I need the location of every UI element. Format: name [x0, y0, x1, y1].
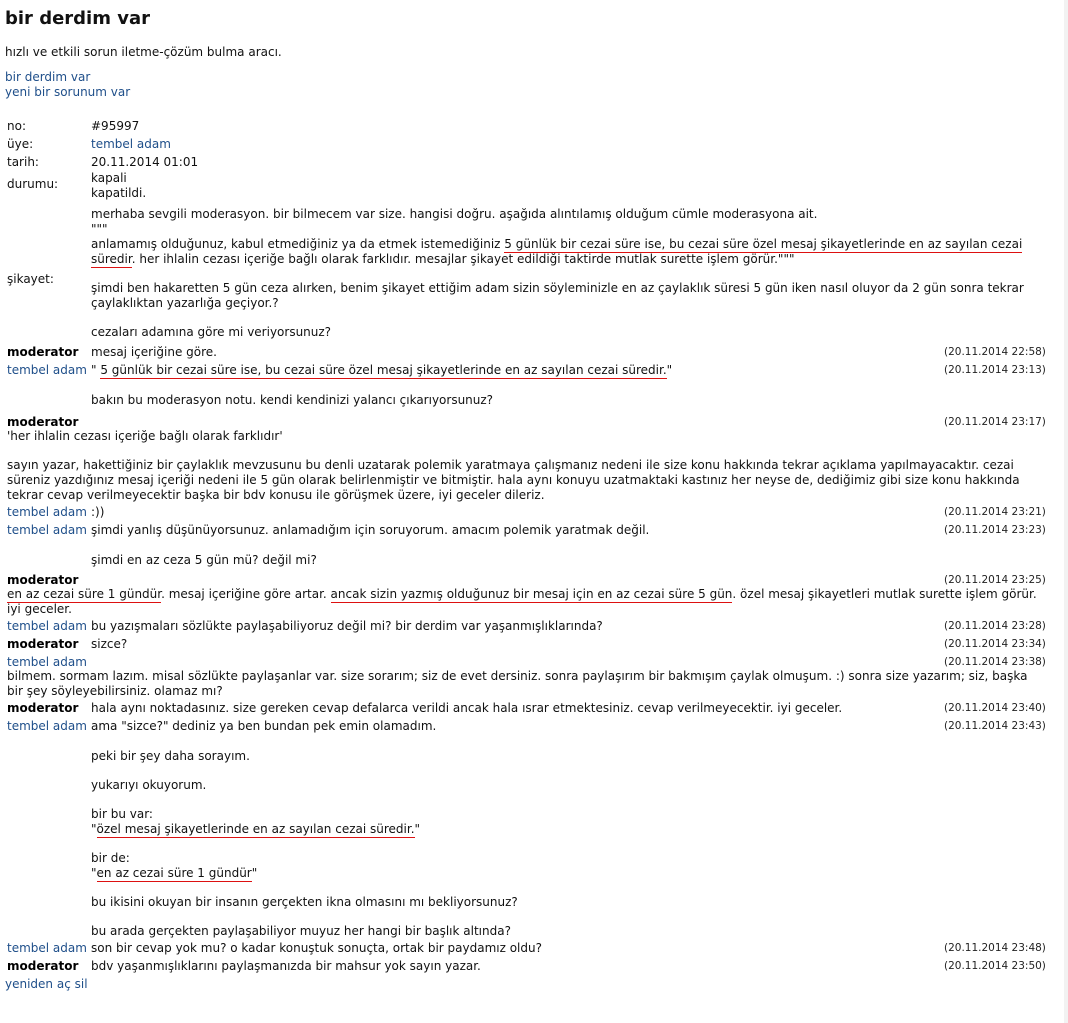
author-moderator: moderator — [7, 573, 79, 587]
author-link[interactable]: tembel adam — [7, 505, 87, 519]
status-value: kapali — [91, 171, 127, 185]
message-date: (20.11.2014 23:23) — [944, 524, 1046, 536]
underlined-quote: özel mesaj şikayetlerinde en az sayılan cezai süredir. — [96, 822, 415, 836]
status-note: kapatildi. — [91, 186, 147, 200]
ticket-meta — [0, 117, 1064, 340]
message-quote: "özel mesaj şikayetlerinde en az sayılan cezai süredir." — [91, 822, 421, 836]
complaint-p1: merhaba sevgili moderasyon. bir bilmecem var size. hangisi doğru. aşağıda alıntılamış olduğum cümle moderasyona ait. — [91, 207, 818, 221]
author-link[interactable]: tembel adam — [7, 941, 87, 955]
message-date: (20.11.2014 23:34) — [944, 638, 1046, 650]
message-date: (20.11.2014 23:48) — [944, 942, 1046, 954]
message — [0, 653, 1064, 699]
underlined-quote: 5 günlük bir cezai süre ise, bu cezai süre özel mesaj şikayetlerinde en az sayılan cezai süredir — [91, 237, 1023, 266]
message — [0, 939, 1064, 957]
message-date: (20.11.2014 23:40) — [944, 702, 1046, 714]
author-link[interactable]: tembel adam — [7, 619, 87, 633]
message — [0, 413, 1064, 503]
message — [0, 957, 1064, 975]
nav-links — [5, 70, 1064, 100]
uye-label: üye: — [7, 137, 34, 151]
message-date: (20.11.2014 23:13) — [944, 364, 1046, 376]
message-text: bilmem. sormam lazım. misal sözlükte paylaşanlar var. size sorarım; siz de evet dersiniz. sonra paylaşırım bir bakmışım çaylak olmuşum. :) sonra size yazarım; siz, başka bir şey söyleyebilirsiniz. olamaz mı? — [7, 669, 1028, 698]
message-text: sayın yazar, hakettiğiniz bir çaylaklık mevzusunu bu denli uzatarak polemik yaratmaya çalışmanız nedeni ile size konu hakkında tekrar açıklama yapılmayacaktır. cezai süreniz yazdığınız mesaj içeriği nedeni ile 5 gün olarak belirlenmiştir ve bitmiştir. hala aynı konuyu uzatmaktaki kastınız her neyse de, dediğimiz gibi size konu hakkında tekrar cevap verilmeyecektir başka bir bdv konusu ile görüşmek üzere, iyi geceler dileriz. — [7, 458, 1020, 502]
message — [0, 617, 1064, 635]
message-paragraph: bakın bu moderasyon notu. kendi kendinizi yalancı çıkarıyorsunuz? — [91, 393, 494, 407]
message-text: en az cezai süre 1 gündür. mesaj içeriğine göre artar. ancak sizin yazmış olduğunuz bir mesaj için en az cezai süre 5 gün. özel mesaj şikayetleri mutlak surette işlem görür. iyi geceler. — [7, 587, 1037, 616]
author-link[interactable]: tembel adam — [7, 363, 87, 377]
message-paragraph: yukarıyı okuyorum. — [91, 778, 207, 792]
message-paragraph: bu ikisini okuyan bir insanın gerçekten ikna olmasını mı bekliyorsunuz? — [91, 895, 518, 909]
page-title: bir derdim var — [5, 8, 151, 29]
nav-link-yeni-sorun[interactable]: yeni bir sorunum var — [5, 85, 131, 99]
message-text: mesaj içeriğine göre. — [91, 345, 217, 359]
message-text: :)) — [91, 505, 105, 519]
no-label: no: — [7, 119, 26, 133]
message-date: (20.11.2014 23:43) — [944, 720, 1046, 732]
ticket-number: #95997 — [91, 119, 140, 133]
complaint — [0, 207, 1064, 340]
complaint-p5: cezaları adamına göre mi veriyorsunuz? — [91, 325, 332, 339]
underlined-quote: 5 günlük bir cezai süre ise, bu cezai süre özel mesaj şikayetlerinde en az sayılan cezai süredir. — [100, 363, 667, 377]
message-text: hala aynı noktadasınız. size gereken cevap defalarca verildi ancak hala ısrar etmektesiniz. cevap verilmeyecektir. iyi geceler. — [91, 701, 843, 715]
tagline: hızlı ve etkili sorun iletme-çözüm bulma aracı. — [5, 45, 282, 59]
message-quote: "en az cezai süre 1 gündür" — [91, 866, 258, 880]
message-text: şimdi yanlış düşünüyorsunuz. anlamadığım için soruyorum. amacım polemik yaratmak değil. — [91, 523, 650, 537]
message-paragraph: şimdi en az ceza 5 gün mü? değil mi? — [91, 553, 317, 567]
complaint-p3: anlamamış olduğunuz, kabul etmediğiniz ya da etmek istemediğiniz 5 günlük bir cezai süre ise, bu cezai süre özel mesaj şikayetlerinde en az sayılan cezai süredir. her ihlalin cezası içeriğe bağlı olarak farklıdır. mesajlar şikayet edildiği taktirde mutlak surette işlem görür.""" — [91, 237, 1023, 266]
author-moderator: moderator — [7, 415, 79, 429]
underlined-quote: en az cezai süre 1 gündür — [96, 866, 252, 880]
message-text: bdv yaşanmışlıklarını paylaşmanızda bir mahsur yok sayın yazar. — [91, 959, 481, 973]
message — [0, 699, 1064, 717]
member-link[interactable]: tembel adam — [91, 137, 171, 151]
nav-link-bir-derdim-var[interactable]: bir derdim var — [5, 70, 91, 84]
message-text: bu yazışmaları sözlükte paylaşabiliyoruz değil mi? bir derdim var yaşanmışlıklarında? — [91, 619, 603, 633]
message-date: (20.11.2014 23:38) — [944, 656, 1046, 668]
message-date: (20.11.2014 23:50) — [944, 960, 1046, 972]
delete-link[interactable]: sil — [74, 977, 88, 991]
ticket-date: 20.11.2014 01:01 — [91, 155, 199, 169]
author-moderator: moderator — [7, 959, 79, 973]
message-date: (20.11.2014 23:28) — [944, 620, 1046, 632]
tarih-label: tarih: — [7, 155, 39, 169]
message-text: sizce? — [91, 637, 128, 651]
message-date: (20.11.2014 22:58) — [944, 346, 1046, 358]
complaint-p2: """ — [91, 222, 108, 236]
message-text: " 5 günlük bir cezai süre ise, bu cezai süre özel mesaj şikayetlerinde en az sayılan cezai süredir." — [91, 363, 673, 377]
message-paragraph: peki bir şey daha sorayım. — [91, 749, 250, 763]
author-link[interactable]: tembel adam — [7, 655, 87, 669]
message — [0, 635, 1064, 653]
message-thread — [0, 343, 1064, 975]
message-date: (20.11.2014 23:21) — [944, 506, 1046, 518]
underlined-quote: en az cezai süre 1 gündür — [7, 587, 162, 601]
message — [0, 521, 1064, 568]
author-link[interactable]: tembel adam — [7, 719, 87, 733]
message-quote: 'her ihlalin cezası içeriğe bağlı olarak farklıdır' — [7, 429, 283, 443]
message — [0, 503, 1064, 521]
message-date: (20.11.2014 23:17) — [944, 416, 1046, 428]
complaint-p4: şimdi ben hakaretten 5 gün ceza alırken, benim şikayet ettiğim adam sizin söyleminizle en az çaylaklık süresi 5 gün iken nasıl oluyor da 2 gün sonra tekrar çaylaklıktan yazarlığa geçiyor.? — [91, 281, 1024, 310]
underlined-quote: ancak sizin yazmış olduğunuz bir mesaj için en az cezai süre 5 gün — [330, 587, 733, 601]
author-moderator: moderator — [7, 637, 79, 651]
message — [0, 361, 1064, 408]
message-date: (20.11.2014 23:25) — [944, 574, 1046, 586]
author-moderator: moderator — [7, 701, 79, 715]
sikayet-label: şikayet: — [7, 272, 54, 286]
message — [0, 717, 1064, 939]
message — [0, 343, 1064, 361]
author-moderator: moderator — [7, 345, 79, 359]
reopen-link[interactable]: yeniden aç — [5, 977, 71, 991]
message-text: ama "sizce?" dediniz ya ben bundan pek emin olamadım. — [91, 719, 437, 733]
message-paragraph: bu arada gerçekten paylaşabiliyor muyuz her hangi bir başlık altında? — [91, 924, 511, 938]
footer-actions — [5, 977, 88, 991]
message-text: son bir cevap yok mu? o kadar konuştuk sonuçta, ortak bir paydamız oldu? — [91, 941, 542, 955]
message — [0, 571, 1064, 617]
message-paragraph: bir de: — [91, 851, 130, 865]
author-link[interactable]: tembel adam — [7, 523, 87, 537]
durumu-label: durumu: — [7, 177, 59, 191]
message-paragraph: bir bu var: — [91, 807, 153, 821]
